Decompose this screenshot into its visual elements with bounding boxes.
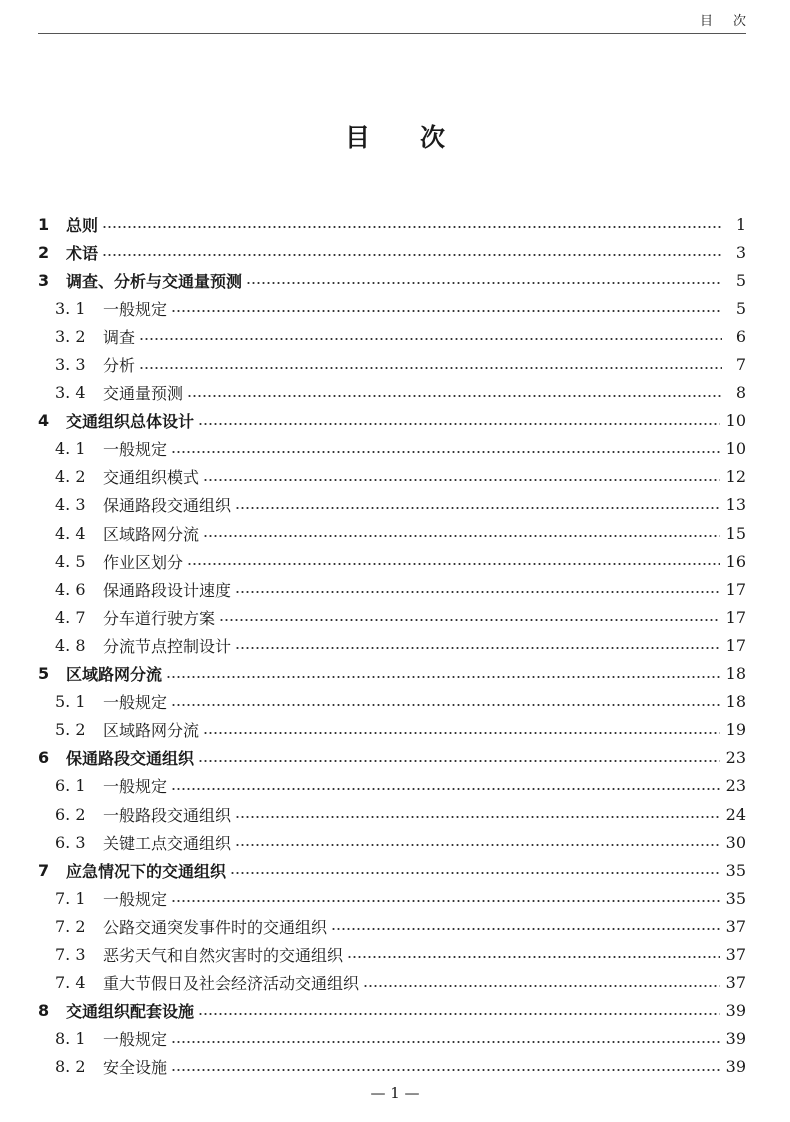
toc-entry-number: 6. 2 bbox=[55, 804, 86, 824]
toc-entry-page: 17 bbox=[725, 635, 746, 655]
toc-entry-number: 5. 1 bbox=[55, 692, 86, 712]
toc-entry-title: 区域路网分流 bbox=[103, 524, 200, 544]
toc-dot-leader bbox=[230, 871, 720, 875]
toc-section-entry[interactable] bbox=[38, 491, 746, 519]
toc-entry-title: 分析 bbox=[103, 356, 136, 376]
toc-entry-number: 4. 1 bbox=[55, 439, 86, 459]
toc-section-entry[interactable] bbox=[38, 603, 746, 631]
toc-entry-number: 7 bbox=[38, 860, 50, 880]
toc-dot-leader bbox=[171, 1040, 720, 1044]
toc-dot-leader bbox=[198, 1012, 720, 1016]
toc-dot-leader bbox=[203, 534, 720, 538]
toc-chapter-entry[interactable] bbox=[38, 266, 746, 294]
toc-chapter-entry[interactable] bbox=[38, 997, 746, 1025]
toc-entry-title: 一般规定 bbox=[103, 1030, 168, 1050]
toc-entry-page: 5 bbox=[735, 270, 746, 290]
toc-entry-number: 8. 1 bbox=[55, 1029, 86, 1049]
toc-entry-page: 17 bbox=[725, 579, 746, 599]
running-header: 目次 bbox=[699, 14, 766, 29]
toc-dot-leader bbox=[171, 1068, 720, 1072]
toc-dot-leader bbox=[219, 618, 720, 622]
toc-chapter-entry[interactable] bbox=[38, 856, 746, 884]
toc-entry-page: 24 bbox=[725, 804, 746, 824]
toc-entry-number: 7. 3 bbox=[55, 944, 86, 964]
toc-entry-title: 安全设施 bbox=[103, 1058, 168, 1078]
toc-entry-page: 35 bbox=[725, 888, 746, 908]
toc-chapter-entry[interactable] bbox=[38, 660, 746, 688]
toc-entry-number: 5. 2 bbox=[55, 720, 86, 740]
toc-entry-number: 4 bbox=[38, 411, 50, 431]
toc-entry-title: 一般路段交通组织 bbox=[103, 805, 232, 825]
toc-entry-title: 区域路网分流 bbox=[66, 665, 163, 685]
toc-dot-leader bbox=[235, 815, 720, 819]
toc-entry-title: 一般规定 bbox=[103, 777, 168, 797]
page-title: 目次 bbox=[344, 123, 495, 152]
toc-chapter-entry[interactable] bbox=[38, 238, 746, 266]
toc-entry-title: 一般规定 bbox=[103, 440, 168, 460]
toc-section-entry[interactable] bbox=[38, 519, 746, 547]
toc-dot-leader bbox=[102, 253, 722, 257]
toc-section-entry[interactable] bbox=[38, 688, 746, 716]
toc-dot-leader bbox=[139, 337, 722, 341]
toc-chapter-entry[interactable] bbox=[38, 407, 746, 435]
toc-dot-leader bbox=[171, 450, 720, 454]
toc-section-entry[interactable] bbox=[38, 969, 746, 997]
toc-entry-title: 保通路段交通组织 bbox=[66, 749, 195, 769]
toc-entry-page: 12 bbox=[725, 467, 746, 487]
toc-dot-leader bbox=[235, 843, 720, 847]
toc-entry-title: 应急情况下的交通组织 bbox=[66, 861, 227, 881]
toc-entry-page: 5 bbox=[735, 298, 746, 318]
toc-entry-number: 7. 2 bbox=[55, 916, 86, 936]
toc-entry-page: 23 bbox=[725, 748, 746, 768]
toc-dot-leader bbox=[102, 225, 722, 229]
toc-entry-page: 39 bbox=[725, 1001, 746, 1021]
toc-entry-page: 8 bbox=[735, 383, 746, 403]
toc-dot-leader bbox=[171, 787, 720, 791]
toc-dot-leader bbox=[198, 759, 720, 763]
toc-entry-number: 6. 3 bbox=[55, 832, 86, 852]
toc-entry-number: 8 bbox=[38, 1001, 50, 1021]
toc-entry-page: 16 bbox=[725, 551, 746, 571]
toc-entry-page: 18 bbox=[725, 664, 746, 684]
toc-entry-number: 3. 2 bbox=[55, 326, 86, 346]
toc-entry-title: 分流节点控制设计 bbox=[103, 636, 232, 656]
toc-section-entry[interactable] bbox=[38, 1025, 746, 1053]
toc-dot-leader bbox=[187, 562, 720, 566]
toc-dot-leader bbox=[203, 478, 720, 482]
toc-entry-page: 17 bbox=[725, 607, 746, 627]
toc-entry-title: 保通路段设计速度 bbox=[103, 580, 232, 600]
toc-section-entry[interactable] bbox=[38, 322, 746, 350]
toc-entry-title: 分车道行驶方案 bbox=[103, 608, 216, 628]
toc-dot-leader bbox=[331, 927, 720, 931]
toc-dot-leader bbox=[166, 675, 720, 679]
toc-section-entry[interactable] bbox=[38, 435, 746, 463]
toc-dot-leader bbox=[235, 590, 720, 594]
toc-section-entry[interactable] bbox=[38, 884, 746, 912]
toc-entry-title: 一般规定 bbox=[103, 889, 168, 909]
toc-entry-page: 30 bbox=[725, 832, 746, 852]
toc-entry-number: 8. 2 bbox=[55, 1057, 86, 1077]
toc-chapter-entry[interactable] bbox=[38, 210, 746, 238]
toc-entry-page: 35 bbox=[725, 860, 746, 880]
toc-entry-number: 2 bbox=[38, 242, 50, 262]
toc-dot-leader bbox=[203, 731, 720, 735]
toc-entry-number: 4. 2 bbox=[55, 467, 86, 487]
toc-entry-number: 3 bbox=[38, 270, 50, 290]
toc-entry-page: 7 bbox=[735, 355, 746, 375]
toc-entry-page: 10 bbox=[725, 411, 746, 431]
toc-entry-page: 13 bbox=[725, 495, 746, 515]
toc-entry-title: 交通组织配套设施 bbox=[66, 1002, 195, 1022]
toc-section-entry[interactable] bbox=[38, 350, 746, 378]
toc-dot-leader bbox=[235, 646, 720, 650]
toc-entry-page: 10 bbox=[725, 439, 746, 459]
toc-section-entry[interactable] bbox=[38, 912, 746, 940]
toc-section-entry[interactable] bbox=[38, 379, 746, 407]
toc-dot-leader bbox=[187, 394, 722, 398]
toc-entry-number: 6 bbox=[38, 748, 50, 768]
toc-entry-title: 调查 bbox=[103, 327, 136, 347]
toc-entry-number: 7. 4 bbox=[55, 973, 86, 993]
toc-dot-leader bbox=[246, 281, 722, 285]
toc-section-entry[interactable] bbox=[38, 800, 746, 828]
toc-entry-title: 公路交通突发事件时的交通组织 bbox=[103, 917, 328, 937]
toc-entry-page: 15 bbox=[725, 523, 746, 543]
toc-dot-leader bbox=[171, 899, 720, 903]
toc-entry-title: 关键工点交通组织 bbox=[103, 833, 232, 853]
toc-entry-page: 37 bbox=[725, 916, 746, 936]
header-rule bbox=[38, 33, 746, 34]
toc-dot-leader bbox=[171, 309, 722, 313]
toc-section-entry[interactable] bbox=[38, 772, 746, 800]
toc-entry-title: 交通组织模式 bbox=[103, 468, 200, 488]
toc-entry-title: 术语 bbox=[66, 243, 99, 263]
toc-entry-number: 3. 3 bbox=[55, 355, 86, 375]
toc-entry-title: 重大节假日及社会经济活动交通组织 bbox=[103, 974, 360, 994]
toc-section-entry[interactable] bbox=[38, 294, 746, 322]
toc-entry-page: 23 bbox=[725, 776, 746, 796]
toc-entry-title: 区域路网分流 bbox=[103, 721, 200, 741]
toc-entry-title: 恶劣天气和自然灾害时的交通组织 bbox=[103, 945, 344, 965]
toc-entry-title: 保通路段交通组织 bbox=[103, 496, 232, 516]
toc-entry-page: 6 bbox=[735, 326, 746, 346]
toc-entry-number: 4. 6 bbox=[55, 579, 86, 599]
toc-entry-number: 3. 1 bbox=[55, 298, 86, 318]
toc-section-entry[interactable] bbox=[38, 716, 746, 744]
toc-entry-title: 总则 bbox=[66, 215, 99, 235]
toc-dot-leader bbox=[198, 422, 720, 426]
toc-entry-number: 4. 8 bbox=[55, 635, 86, 655]
toc-entry-page: 1 bbox=[735, 214, 746, 234]
toc-section-entry[interactable] bbox=[38, 1053, 746, 1081]
toc-entry-title: 交通量预测 bbox=[103, 384, 184, 404]
toc-section-entry[interactable] bbox=[38, 575, 746, 603]
toc-entry-number: 4. 4 bbox=[55, 523, 86, 543]
page-number: — 1 — bbox=[370, 1084, 420, 1102]
toc-dot-leader bbox=[235, 506, 720, 510]
toc-entry-page: 37 bbox=[725, 973, 746, 993]
toc-entry-number: 5 bbox=[38, 664, 50, 684]
toc-dot-leader bbox=[363, 984, 720, 988]
toc-entry-page: 39 bbox=[725, 1029, 746, 1049]
toc-entry-page: 19 bbox=[725, 720, 746, 740]
toc-entry-title: 交通组织总体设计 bbox=[66, 412, 195, 432]
table-of-contents bbox=[38, 210, 746, 1081]
toc-entry-title: 一般规定 bbox=[103, 693, 168, 713]
toc-section-entry[interactable] bbox=[38, 828, 746, 856]
toc-entry-page: 37 bbox=[725, 944, 746, 964]
toc-entry-page: 39 bbox=[725, 1057, 746, 1077]
toc-dot-leader bbox=[171, 703, 720, 707]
toc-entry-number: 6. 1 bbox=[55, 776, 86, 796]
toc-entry-number: 4. 5 bbox=[55, 551, 86, 571]
toc-section-entry[interactable] bbox=[38, 547, 746, 575]
toc-entry-page: 18 bbox=[725, 692, 746, 712]
toc-chapter-entry[interactable] bbox=[38, 744, 746, 772]
toc-dot-leader bbox=[139, 366, 722, 370]
toc-section-entry[interactable] bbox=[38, 631, 746, 659]
toc-entry-title: 调查、分析与交通量预测 bbox=[66, 271, 243, 291]
toc-entry-title: 作业区划分 bbox=[103, 552, 184, 572]
toc-entry-number: 4. 3 bbox=[55, 495, 86, 515]
toc-entry-number: 7. 1 bbox=[55, 888, 86, 908]
toc-section-entry[interactable] bbox=[38, 940, 746, 968]
toc-entry-number: 1 bbox=[38, 214, 50, 234]
toc-entry-page: 3 bbox=[735, 242, 746, 262]
toc-section-entry[interactable] bbox=[38, 463, 746, 491]
toc-dot-leader bbox=[347, 955, 720, 959]
toc-entry-number: 3. 4 bbox=[55, 383, 86, 403]
toc-entry-title: 一般规定 bbox=[103, 299, 168, 319]
toc-entry-number: 4. 7 bbox=[55, 607, 86, 627]
